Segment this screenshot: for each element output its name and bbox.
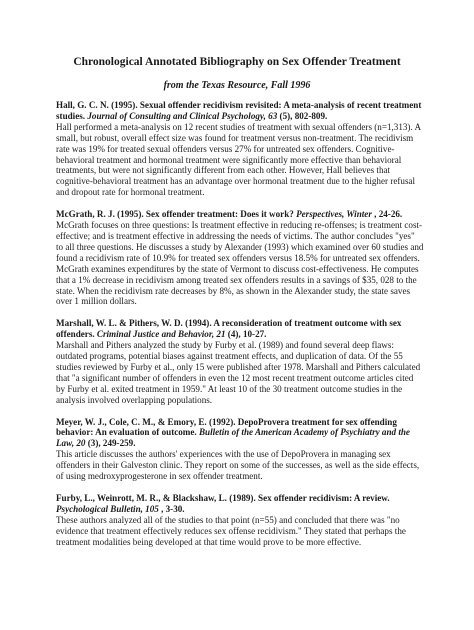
bibliography-entry [56, 100, 424, 198]
citation-pages: , 24-26. [371, 209, 403, 220]
entry-annotation: Hall performed a meta-analysis on 12 recent studies of treatment with sexual offenders (n=1,313). A small, but robust, overall effect size was found for treatment versus non-treatment. The recidivism rate was 19% for treated sexual offenders versus 27% for untreated sex offenders. Cognitive-behavioral treatment and hormonal treatment were significantly more effective than behavioral treatments, but were not significantly different from each other. However, Hall believes that cognitive-behavioral treatment has an advantage over hormonal treatment due to the higher refusal and dropout rate for hormonal treatment. [56, 121, 421, 198]
citation-text: McGrath, R. J. (1995). Sex offender treatment: Does it work? [56, 209, 297, 220]
citation-text: Meyer, W. J., Cole, C. M., & Emory, E. (1992). DepoProvera treatment for sex offending behavior: An evaluation of outcome. [56, 416, 397, 438]
citation-journal: Journal of Consulting and Clinical Psychology, 63 [87, 110, 278, 121]
citation-text: Hall, G. C. N. (1995). Sexual offender recidivism revisited: A meta-analysis of recent treatment studies. [56, 100, 422, 121]
citation-text: Marshall, W. L. & Pithers, W. D. (1994). A reconsideration of treatment outcome with sex offenders. [56, 318, 402, 340]
citation-text: Furby, L., Weinrott, M. R., & Blackshaw, L. (1989). Sex offender recidivism: A review. [56, 493, 390, 503]
entry-citation [56, 318, 424, 340]
citation-pages: (5), 802-809. [277, 110, 328, 121]
entry-annotation: This article discusses the authors' experiences with the use of DepoProvera in managing sex offenders in their Galveston clinic. They report on some of the successes, as well as the side effects, of using medroxyprogesterone in sex offender treatment. [56, 449, 420, 482]
citation-pages: , 3-30. [158, 503, 185, 514]
document-title: Chronological Annotated Bibliography on Sex Offender Treatment [73, 56, 401, 68]
entry-citation [56, 209, 424, 220]
entry-citation [56, 100, 424, 122]
entry-annotation: These authors analyzed all of the studies to that point (n=55) and concluded that there was "no evidence that treatment effectively reduces sex offense recidivism." They stated that perhaps the treatment modalities being developed at that time would prove to be more effective. [56, 514, 406, 547]
bibliography-entry [56, 417, 424, 482]
citation-journal: Criminal Justice and Behavior, 21 [96, 329, 226, 340]
bibliography-entry [56, 493, 424, 548]
citation-pages: (4), 10-27. [225, 329, 267, 340]
entry-annotation: McGrath focuses on three questions: Is treatment effective in reducing re-offenses; is treatment cost-effective; and is treatment effective in addressing the needs of victims. The author concludes "yes" to all three questions. He discusses a study by Alexander (1993) which examined over 60 studies and found a recidivism rate of 10.9% for treated sex offenders versus 18.5% for untreated sex offenders. McGrath examines expenditures by the state of Vermont to discuss cost-effectiveness. He computes that a 1% decrease in recidivism among treated sex offenders results in a savings of $35, 028 to the state. When the recidivism rate decreases by 8%, as shown in the Alexander study, the state saves over 1 million dollars. [56, 220, 424, 307]
citation-pages: (3), 249-259. [85, 438, 136, 449]
document-subtitle: from the Texas Resource, Fall 1996 [163, 80, 311, 91]
entry-citation [56, 493, 424, 515]
entry-citation [56, 417, 424, 450]
citation-journal: Bulletin of the American Academy of Psychiatry and the Law, 20 [56, 427, 410, 449]
bibliography-entry [56, 209, 424, 307]
entry-annotation: Marshall and Pithers analyzed the study by Furby et al. (1989) and found several deep flaws: outdated programs, potential biases against treatment effects, and duplication of data. Of the 55 studies reviewed by Furby et al., only 15 were published after 1978. Marshall and Pithers calculated that "a significant number of offenders in even the 12 most recent treatment outcome articles cited by Furby et al. exited treatment in 1959." At least 10 of the 30 treatment outcome studies in the analysis involved overlapping populations. [56, 340, 421, 405]
bibliography-entry [56, 318, 424, 405]
citation-journal: Perspectives, Winter [296, 209, 372, 220]
bibliography-list [56, 100, 424, 559]
citation-journal: Psychological Bulletin, 105 [56, 503, 159, 514]
